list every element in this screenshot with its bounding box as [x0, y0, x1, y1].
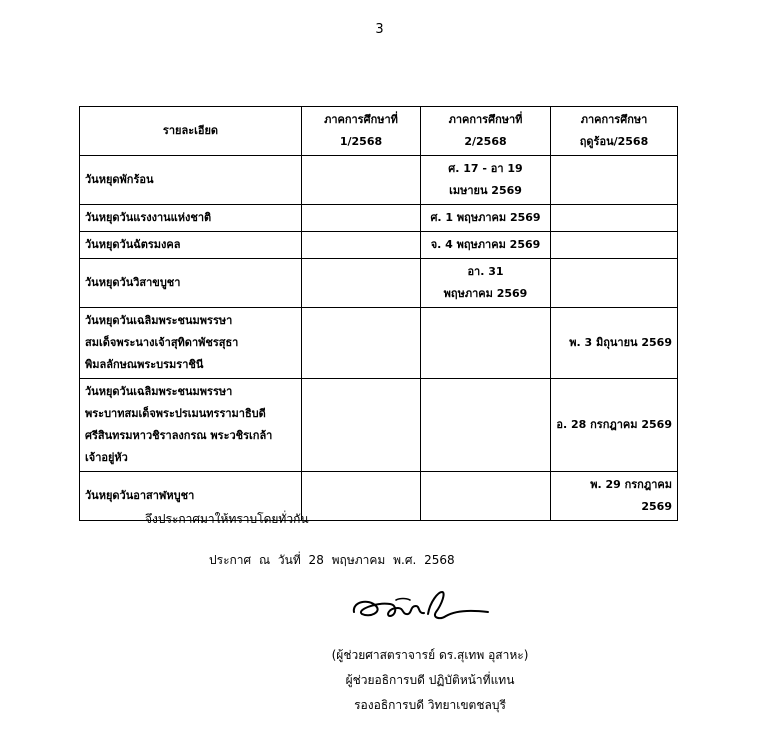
cell-semester-2: [421, 308, 551, 379]
cell-line: พ. 3 มิถุนายน 2569: [569, 336, 672, 349]
cell-summer: [551, 232, 678, 259]
cell-line: วันหยุดวันเฉลิมพระชนมพรรษา: [85, 314, 233, 327]
table-header-row: [80, 107, 678, 156]
cell-line: สมเด็จพระนางเจ้าสุทิดาพัชรสุธา: [85, 336, 239, 349]
table-row: [80, 156, 678, 205]
cell-semester-2: [421, 232, 551, 259]
cell-line: พฤษภาคม 2569: [443, 287, 528, 300]
holiday-schedule-table: [79, 106, 678, 521]
cell-semester-1: [302, 308, 421, 379]
header-line1: ภาคการศึกษาที่: [324, 113, 398, 126]
cell-summer: [551, 205, 678, 232]
cell-summer: [551, 379, 678, 472]
header-summer: [551, 107, 678, 156]
cell-line: วันหยุดวันแรงงานแห่งชาติ: [85, 211, 212, 224]
cell-detail: [80, 259, 302, 308]
cell-semester-2: [421, 205, 551, 232]
cell-line: วันหยุดวันอาสาฬหบูชา: [85, 489, 195, 502]
cell-summer: [551, 472, 678, 521]
header-line2: 2/2568: [464, 135, 507, 148]
cell-detail: [80, 379, 302, 472]
cell-line: จ. 4 พฤษภาคม 2569: [430, 238, 541, 251]
cell-detail: [80, 205, 302, 232]
cell-line: วันหยุดวันเฉลิมพระชนมพรรษา: [85, 385, 233, 398]
cell-semester-1: [302, 232, 421, 259]
cell-semester-2: [421, 379, 551, 472]
cell-line: เจ้าอยู่หัว: [85, 451, 128, 464]
signer-position-2: รองอธิการบดี วิทยาเขตชลบุรี: [354, 698, 506, 712]
header-detail: [80, 107, 302, 156]
cell-line: อา. 31: [467, 265, 504, 278]
cell-semester-1: [302, 379, 421, 472]
table-row: [80, 259, 678, 308]
header-detail-label: รายละเอียด: [162, 124, 219, 137]
cell-line: ศ. 17 - อา 19: [448, 162, 523, 175]
announcement-text: จึงประกาศมาให้ทราบโดยทั่วกัน: [145, 512, 309, 526]
table-row: [80, 308, 678, 379]
cell-line: เมษายน 2569: [449, 184, 522, 197]
page-number: 3: [375, 22, 384, 37]
cell-line: วันหยุดวันฉัตรมงคล: [85, 238, 181, 251]
header-semester-2: [421, 107, 551, 156]
cell-line: ศ. 1 พฤษภาคม 2569: [430, 211, 541, 224]
cell-line: อ. 28 กรกฎาคม 2569: [556, 418, 672, 431]
cell-summer: [551, 156, 678, 205]
header-semester-1: [302, 107, 421, 156]
cell-line: พ. 29 กรกฎาคม 2569: [590, 478, 672, 513]
handwritten-signature: [346, 588, 496, 628]
table-row: [80, 379, 678, 472]
header-line2: 1/2568: [339, 135, 383, 148]
cell-semester-1: [302, 259, 421, 308]
cell-semester-2: [421, 472, 551, 521]
table-row: [80, 205, 678, 232]
announcement-dateline: ประกาศ ณ วันที่ 28 พฤษภาคม พ.ศ. 2568: [209, 553, 455, 567]
header-line1: ภาคการศึกษาที่: [448, 113, 523, 126]
signer-name: (ผู้ช่วยศาสตราจารย์ ดร.สุเทพ อุสาหะ): [331, 648, 529, 662]
signature-block: [280, 643, 580, 718]
cell-detail: [80, 308, 302, 379]
cell-line: วันหยุดพักร้อน: [85, 173, 154, 186]
header-line1: ภาคการศึกษา: [580, 113, 648, 126]
cell-semester-2: [421, 259, 551, 308]
cell-line: ศรีสินทรมหาวชิราลงกรณ พระวชิรเกล้า: [85, 429, 273, 442]
cell-detail: [80, 232, 302, 259]
cell-semester-1: [302, 472, 421, 521]
cell-semester-2: [421, 156, 551, 205]
cell-semester-1: [302, 156, 421, 205]
cell-line: วันหยุดวันวิสาขบูชา: [85, 276, 181, 289]
cell-line: พระบาทสมเด็จพระปรเมนทรรามาธิบดี: [85, 407, 266, 420]
header-line2: ฤดูร้อน/2568: [579, 135, 649, 148]
cell-semester-1: [302, 205, 421, 232]
table-row: [80, 232, 678, 259]
cell-summer: [551, 259, 678, 308]
signer-position-1: ผู้ช่วยอธิการบดี ปฏิบัติหน้าที่แทน: [345, 673, 515, 687]
cell-detail: [80, 156, 302, 205]
cell-line: พิมลลักษณพระบรมราชินี: [85, 358, 204, 371]
table-body: [80, 156, 678, 521]
cell-summer: [551, 308, 678, 379]
